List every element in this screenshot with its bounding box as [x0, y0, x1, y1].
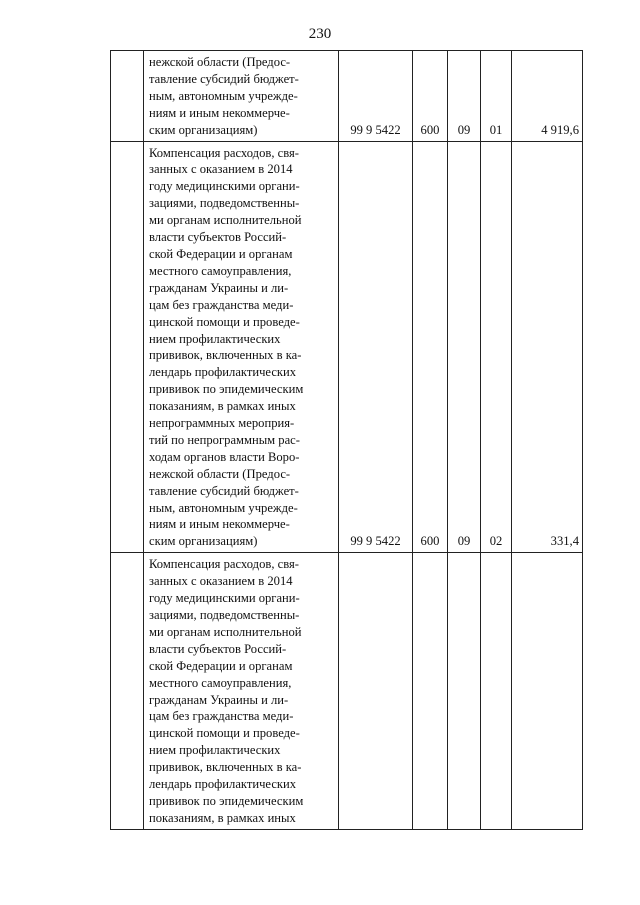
budget-table-body: [111, 51, 583, 830]
description-cell: [144, 553, 339, 830]
description-cell: [144, 51, 339, 142]
description-line: показаниям, в рамках иных: [149, 810, 296, 825]
sum-cell: 4 919,6: [512, 51, 583, 142]
description-line: зациями, подведомственны-: [149, 608, 300, 622]
vr-cell: [413, 553, 448, 830]
description-line: прививок, включенных в ка-: [149, 348, 302, 363]
description-line: местного самоуправления,: [149, 263, 292, 278]
description-line: лендарь профилактических: [149, 777, 297, 792]
description-line: ми органам исполнительной: [149, 624, 302, 639]
number-cell: [111, 51, 144, 142]
description-line: Компенсация расходов, свя-: [149, 145, 299, 160]
description-line: ми органам исполнительной: [149, 213, 302, 228]
description-line: гражданам Украины и ли-: [149, 280, 289, 295]
csr-cell: 99 9 5422: [339, 51, 413, 142]
description-line: местного самоуправления,: [149, 675, 292, 690]
description-line: году медицинскими органи-: [149, 591, 300, 606]
number-cell: [111, 141, 144, 553]
description-line: ходам органов власти Воро-: [149, 449, 300, 464]
description-line: ниям и иным некоммерче-: [149, 517, 290, 532]
description-line: власти субъектов Россий-: [149, 641, 287, 656]
description-line: гражданам Украины и ли-: [149, 692, 289, 707]
description-line: цинской помощи и проведе-: [149, 314, 300, 329]
rz-cell: 09: [448, 51, 481, 142]
table-row: [111, 51, 583, 142]
description-line: ской Федерации и органам: [149, 246, 293, 261]
description-line: цам без гражданства меди-: [149, 709, 294, 724]
sum-cell: 331,4: [512, 141, 583, 553]
description-line: тий по непрограммным рас-: [149, 432, 300, 447]
description-line: ным, автономным учрежде-: [149, 88, 298, 103]
vr-cell: 600: [413, 141, 448, 553]
description-line: ской Федерации и органам: [149, 658, 293, 673]
pr-cell: [481, 553, 512, 830]
description-line: тавление субсидий бюджет-: [149, 483, 299, 498]
table-row: [111, 553, 583, 830]
description-line: ниям и иным некоммерче-: [149, 105, 290, 120]
sum-cell: [512, 553, 583, 830]
description-line: ским организациям): [149, 534, 258, 549]
number-cell: [111, 553, 144, 830]
description-line: тавление субсидий бюджет-: [149, 71, 299, 86]
description-cell: [144, 141, 339, 553]
description-line: занных с оказанием в 2014: [149, 574, 293, 589]
description-line: лендарь профилактических: [149, 365, 297, 380]
description-line: прививок по эпидемическим: [149, 793, 304, 808]
rz-cell: 09: [448, 141, 481, 553]
description-line: нежской области (Предос-: [149, 55, 291, 69]
description-line: нежской области (Предос-: [149, 466, 291, 481]
description-line: нием профилактических: [149, 331, 281, 346]
description-line: нием профилактических: [149, 743, 281, 758]
budget-table: [110, 50, 583, 830]
csr-cell: [339, 553, 413, 830]
description-line: Компенсация расходов, свя-: [149, 557, 299, 572]
pr-cell: 02: [481, 141, 512, 553]
description-line: цинской помощи и проведе-: [149, 726, 300, 741]
rz-cell: [448, 553, 481, 830]
csr-cell: 99 9 5422: [339, 141, 413, 553]
page-number: 230: [308, 26, 332, 42]
description-line: году медицинскими органи-: [149, 179, 300, 194]
description-line: цам без гражданства меди-: [149, 297, 294, 312]
description-line: непрограммных мероприя-: [149, 416, 295, 431]
pr-cell: 01: [481, 51, 512, 142]
vr-cell: 600: [413, 51, 448, 142]
table-row: [111, 141, 583, 553]
description-line: прививок по эпидемическим: [149, 382, 304, 397]
description-line: зациями, подведомственны-: [149, 196, 300, 211]
description-line: ным, автономным учрежде-: [149, 500, 298, 515]
description-line: показаниям, в рамках иных: [149, 399, 296, 414]
description-line: власти субъектов Россий-: [149, 230, 287, 245]
description-line: занных с оказанием в 2014: [149, 162, 293, 177]
description-line: прививок, включенных в ка-: [149, 760, 302, 775]
description-line: ским организациям): [149, 122, 258, 137]
